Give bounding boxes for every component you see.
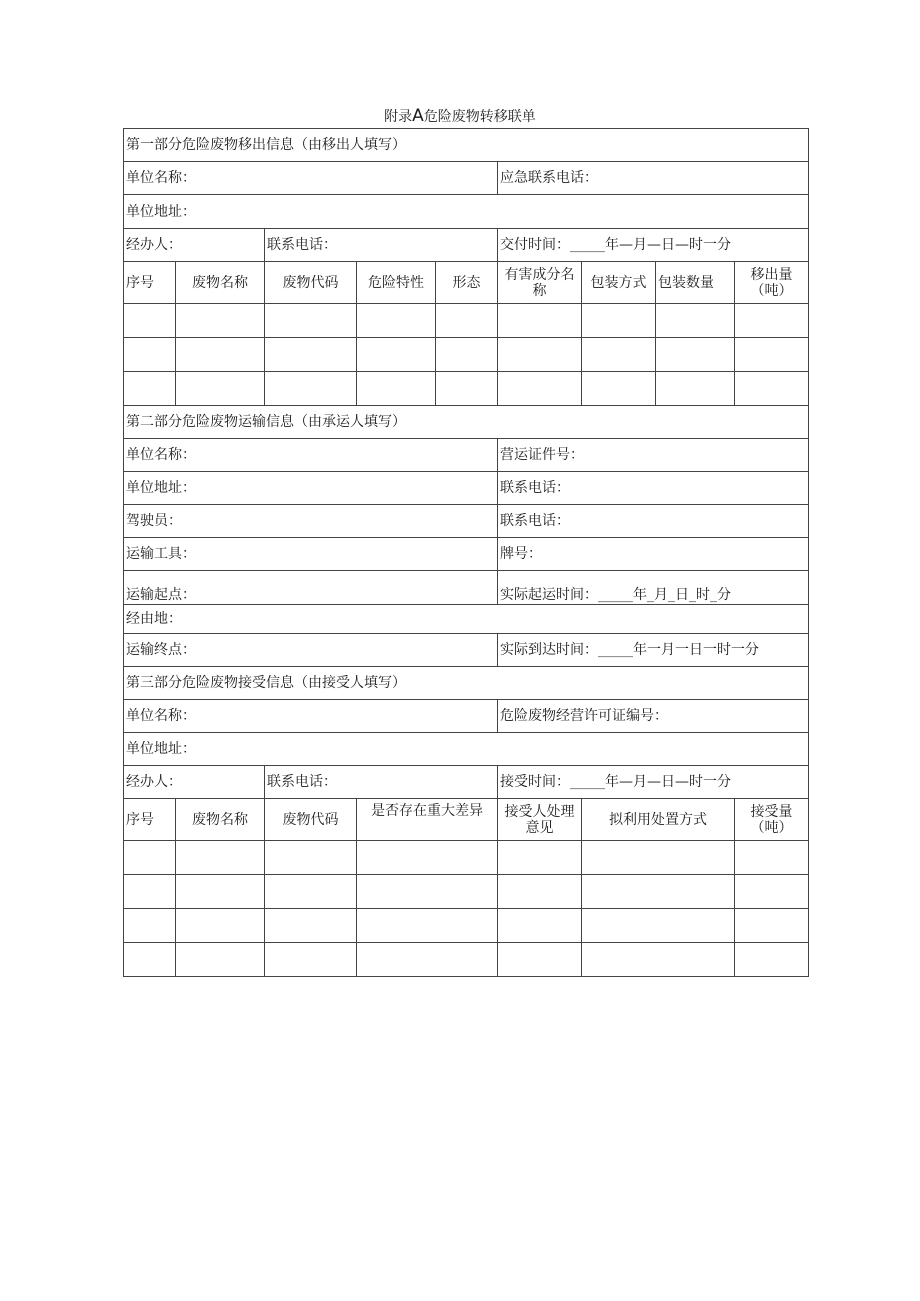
part3-header: 第三部分危险废物接受信息（由接受人填写） xyxy=(124,667,809,700)
col-header: 有害成分名称 xyxy=(498,262,582,304)
part2-vehicle-field[interactable]: 运输工具： xyxy=(124,538,498,571)
table-cell[interactable] xyxy=(656,304,735,338)
table-row xyxy=(124,304,809,338)
col-header: 危险特性 xyxy=(357,262,436,304)
part1-contact-phone-field[interactable]: 联系电话： xyxy=(265,229,498,262)
part2-destination-field[interactable]: 运输终点： xyxy=(124,634,498,667)
table-cell[interactable] xyxy=(582,841,735,875)
part2-address-field[interactable]: 单位地址： xyxy=(124,472,498,505)
table-cell[interactable] xyxy=(498,943,582,977)
table-cell[interactable] xyxy=(265,338,357,372)
table-cell[interactable] xyxy=(124,338,176,372)
table-row xyxy=(124,372,809,406)
col-header: 序号 xyxy=(124,799,176,841)
table-row xyxy=(124,841,809,875)
table-cell[interactable] xyxy=(498,909,582,943)
table-cell[interactable] xyxy=(124,304,176,338)
part2-header: 第二部分危险废物运输信息（由承运人填写） xyxy=(124,406,809,439)
table-cell[interactable] xyxy=(176,338,265,372)
part3-address-field[interactable]: 单位地址： xyxy=(124,733,809,766)
part2-unit-name-field[interactable]: 单位名称： xyxy=(124,439,498,472)
table-row xyxy=(124,943,809,977)
part1-delivery-time-field[interactable]: 交付时间：_____年—月—日—时一分 xyxy=(498,229,809,262)
col-header: 接受人处理意见 xyxy=(498,799,582,841)
part2-origin-field[interactable]: 运输起点： xyxy=(124,571,498,605)
part2-arrival-time-field[interactable]: 实际到达时间：_____年一月一日一时一分 xyxy=(498,634,809,667)
part3-handler-field[interactable]: 经办人： xyxy=(124,766,265,799)
col-header: 形态 xyxy=(436,262,498,304)
part2-route-field[interactable]: 经由地： xyxy=(124,605,809,634)
table-cell[interactable] xyxy=(656,338,735,372)
table-cell[interactable] xyxy=(582,943,735,977)
col-header: 包装方式 xyxy=(582,262,656,304)
table-row xyxy=(124,875,809,909)
table-cell[interactable] xyxy=(735,909,809,943)
table-cell[interactable] xyxy=(735,841,809,875)
part2-driver-field[interactable]: 驾驶员： xyxy=(124,505,498,538)
table-cell[interactable] xyxy=(498,338,582,372)
col-header: 移出量（吨） xyxy=(735,262,809,304)
table-cell[interactable] xyxy=(124,909,176,943)
table-cell[interactable] xyxy=(124,943,176,977)
part2-plate-field[interactable]: 牌号： xyxy=(498,538,809,571)
table-cell[interactable] xyxy=(176,875,265,909)
table-cell[interactable] xyxy=(124,372,176,406)
part2-contact-phone-field[interactable]: 联系电话： xyxy=(498,472,809,505)
table-cell[interactable] xyxy=(176,372,265,406)
table-cell[interactable] xyxy=(735,304,809,338)
table-cell[interactable] xyxy=(498,875,582,909)
col-header: 废物代码 xyxy=(265,262,357,304)
col-header: 接受量（吨） xyxy=(735,799,809,841)
table-cell[interactable] xyxy=(498,372,582,406)
col-header: 拟利用处置方式 xyxy=(582,799,735,841)
part1-handler-field[interactable]: 经办人： xyxy=(124,229,265,262)
table-cell[interactable] xyxy=(582,909,735,943)
col-header: 废物代码 xyxy=(265,799,357,841)
table-cell[interactable] xyxy=(357,943,498,977)
table-cell[interactable] xyxy=(735,338,809,372)
table-cell[interactable] xyxy=(498,304,582,338)
part3-permit-field[interactable]: 危险废物经营许可证编号： xyxy=(498,700,809,733)
table-cell[interactable] xyxy=(735,372,809,406)
part2-departure-time-field[interactable]: 实际起运时间：_____年_月_日_时_分 xyxy=(498,571,809,605)
part1-unit-name-field[interactable]: 单位名称： xyxy=(124,162,498,195)
table-cell[interactable] xyxy=(735,943,809,977)
table-cell[interactable] xyxy=(265,909,357,943)
table-cell[interactable] xyxy=(582,338,656,372)
table-cell[interactable] xyxy=(124,841,176,875)
table-cell[interactable] xyxy=(436,338,498,372)
table-cell[interactable] xyxy=(265,943,357,977)
table-cell[interactable] xyxy=(357,304,436,338)
col-header: 废物名称 xyxy=(176,262,265,304)
table-row xyxy=(124,338,809,372)
table-cell[interactable] xyxy=(357,909,498,943)
form-title: 附录A危险废物转移联单 xyxy=(384,106,536,126)
table-cell[interactable] xyxy=(357,372,436,406)
table-cell[interactable] xyxy=(436,372,498,406)
table-cell[interactable] xyxy=(498,841,582,875)
part2-driver-phone-field[interactable]: 联系电话： xyxy=(498,505,809,538)
table-cell[interactable] xyxy=(265,875,357,909)
col-header: 序号 xyxy=(124,262,176,304)
table-cell[interactable] xyxy=(357,338,436,372)
table-cell[interactable] xyxy=(582,372,656,406)
table-cell[interactable] xyxy=(582,875,735,909)
part2-license-field[interactable]: 营运证件号： xyxy=(498,439,809,472)
table-cell[interactable] xyxy=(124,875,176,909)
table-cell[interactable] xyxy=(436,304,498,338)
waste-transfer-form xyxy=(123,128,809,977)
part3-receive-time-field[interactable]: 接受时间：_____年—月—日—时一分 xyxy=(498,766,809,799)
table-cell[interactable] xyxy=(265,841,357,875)
part3-contact-phone-field[interactable]: 联系电话： xyxy=(265,766,498,799)
table-cell[interactable] xyxy=(656,372,735,406)
col-header: 包装数量 xyxy=(656,262,735,304)
table-cell[interactable] xyxy=(357,875,498,909)
part3-unit-name-field[interactable]: 单位名称： xyxy=(124,700,498,733)
table-cell[interactable] xyxy=(582,304,656,338)
table-cell[interactable] xyxy=(735,875,809,909)
table-cell[interactable] xyxy=(176,304,265,338)
table-cell[interactable] xyxy=(176,909,265,943)
part1-address-field[interactable]: 单位地址： xyxy=(124,195,809,229)
col-header: 废物名称 xyxy=(176,799,265,841)
table-row xyxy=(124,909,809,943)
part1-header: 第一部分危险废物移出信息（由移出人填写） xyxy=(124,129,809,162)
part1-emergency-phone-field[interactable]: 应急联系电话： xyxy=(498,162,809,195)
table-cell[interactable] xyxy=(357,841,498,875)
col-header: 是否存在重大差异 xyxy=(357,799,498,841)
table-cell[interactable] xyxy=(265,304,357,338)
table-cell[interactable] xyxy=(265,372,357,406)
table-cell[interactable] xyxy=(176,943,265,977)
table-cell[interactable] xyxy=(176,841,265,875)
